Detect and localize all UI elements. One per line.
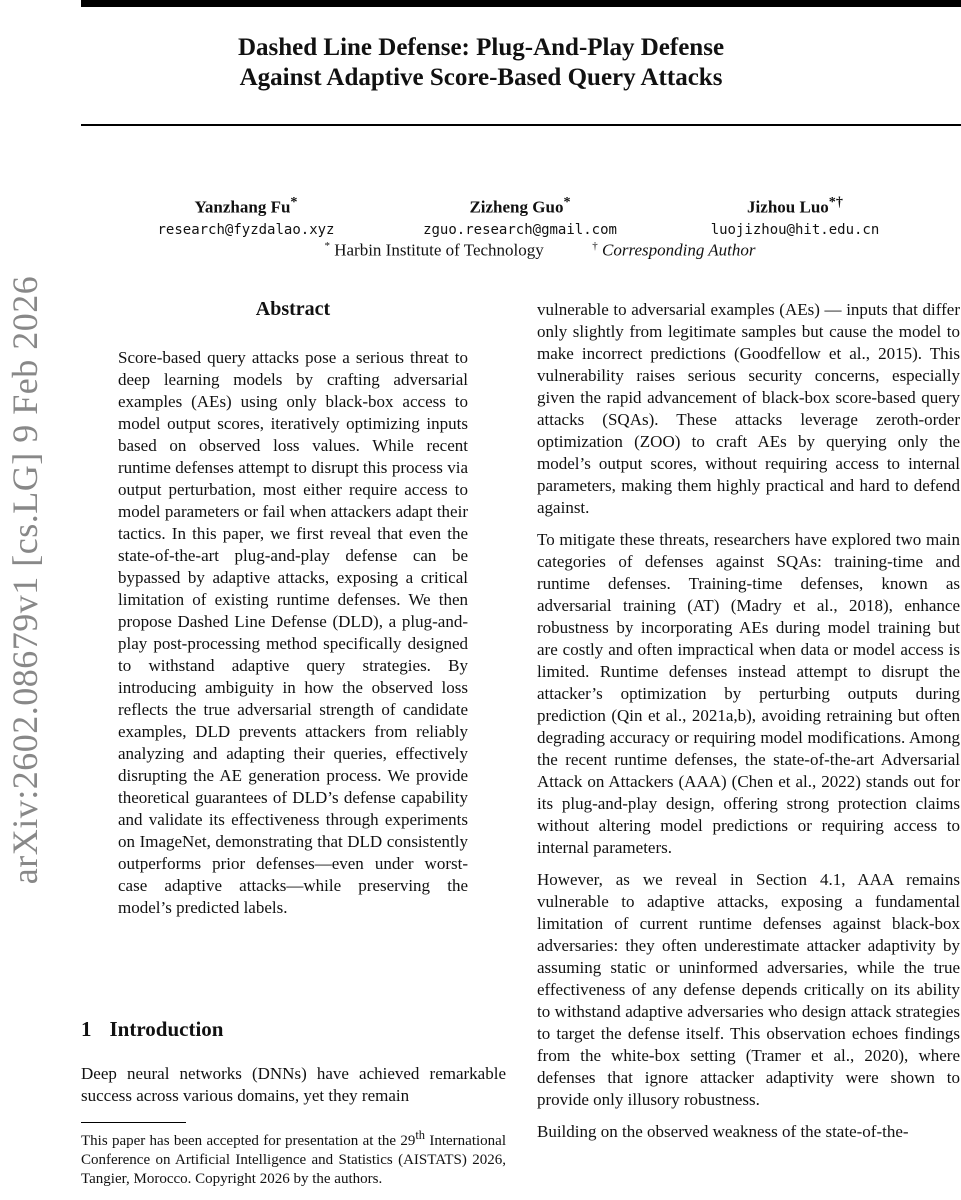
author-mark: *† <box>828 194 843 210</box>
author-mark: * <box>563 194 571 210</box>
title-line-1: Dashed Line Defense: Plug-And-Play Defense <box>237 34 725 61</box>
footnote-rule <box>81 1122 186 1123</box>
arxiv-identifier: arXiv:2602.08679v1 [cs.LG] 9 Feb 2026 <box>5 275 45 885</box>
title-line-2: Against Adaptive Score-Based Query Attacks <box>239 64 723 91</box>
author-email: luojizhou@hit.edu.cn <box>710 221 880 238</box>
corresponding-mark: † <box>592 240 598 252</box>
arxiv-sidebar <box>0 0 50 1200</box>
author-name: Yanzhang Fu <box>194 197 291 217</box>
abstract-heading: Abstract <box>255 298 331 320</box>
author-name: Zizheng Guo <box>469 197 564 217</box>
section-heading <box>81 1017 223 1042</box>
author-mark: * <box>290 194 298 210</box>
author-email: zguo.research@gmail.com <box>423 221 617 238</box>
corresponding-note: Corresponding Author <box>602 240 756 260</box>
section-title: Introduction <box>109 1017 224 1041</box>
paper-title <box>81 33 881 93</box>
abstract-text: Score-based query attacks pose a serious threat to deep learning models by crafting adversarial examples (AEs) using only black-box access to model output scores, iteratively optimizing inputs based on observed loss values. While recent runtime defenses attempt to disrupt this process via output perturbation, most either require access to model parameters or fail when attackers adapt their tactics. In this paper, we first reveal that even the state-of-the-art plug-and-play defense can be bypassed by adaptive attacks, exposing a critical limitation of existing runtime defenses. We then propose Dashed Line Defense (DLD), a plug-and-play post-processing method specifically designed to withstand adaptive query strategies. By introducing ambiguity in how the observed loss reflects the true adversarial strength of candidate examples, DLD prevents attackers from reliably analyzing and adapting their queries, effectively disrupting the AE generation process. We provide theoretical guarantees of DLD’s defense capability and validate its effectiveness through experiments on ImageNet, demonstrating that DLD consistently outperforms prior defenses—even under worst-case adaptive attacks—while preserving the model’s predicted labels. <box>118 348 468 917</box>
author-email: research@fyzdalao.xyz <box>157 221 335 238</box>
section-number: 1 <box>81 1017 92 1041</box>
body-paragraph: vulnerable to adversarial examples (AEs) — inputs that differ only slightly from legitimate samples but cause the model to make incorrect predictions (Goodfellow et al., 2015). This vulnerability raises serious security concerns, especially given the rapid advancement of black-box score-based query attacks (SQAs). These attacks leverage zeroth-order optimization (ZOO) to craft AEs by querying only the model’s output scores, without requiring access to internal parameters, making them highly practical and hard to defend against. <box>537 300 960 517</box>
body-paragraph: However, as we reveal in Section 4.1, AAA remains vulnerable to adaptive attacks, exposing a fundamental limitation of current runtime defenses against black-box adversaries: they often underestimate attacker adaptivity by assuming static or uninformed adversaries, while the true effectiveness of any defense depends critically on its ability to withstand adaptive adversaries who design attack strategies to target the defense itself. This observation echoes findings from the white-box setting (Tramer et al., 2020), where defenses that ignore attacker adaptivity were shown to provide only illusory robustness. <box>537 870 960 1109</box>
body-paragraph: Building on the observed weakness of the state-of-the- <box>537 1122 909 1141</box>
author-block <box>675 191 915 241</box>
abstract-body <box>118 347 468 929</box>
intro-right-column <box>537 299 960 1153</box>
author-block <box>390 191 650 241</box>
intro-left-column <box>81 1063 506 1117</box>
body-paragraph: To mitigate these threats, researchers have explored two main categories of defenses against SQAs: training-time and runtime defenses. Training-time defenses, known as adversarial training (AT) (Madry et al., 2018), enhance robustness by incorporating AEs during model training but are costly and often impractical when data or model access is limited. Runtime defenses instead attempt to disrupt the attacker’s optimization by perturbing outputs during prediction (Qin et al., 2021a,b), avoiding retraining but often degrading accuracy or requiring model modifications. Among the recent runtime defenses, the state-of-the-art Adversarial Attack on Attackers (AAA) (Chen et al., 2022) stands out for its plug-and-play design, offering strong protection claims without altering model predictions or requiring access to internal parameters. <box>537 530 960 857</box>
author-name: Jizhou Luo <box>747 197 829 217</box>
affiliation-mark: * <box>324 240 330 252</box>
author-block <box>116 191 376 241</box>
intro-paragraph: Deep neural networks (DNNs) have achieved remarkable success across various domains, yet they remain <box>81 1064 506 1105</box>
top-rule <box>81 0 961 7</box>
affiliation-line <box>200 235 880 262</box>
institution: Harbin Institute of Technology <box>334 240 544 260</box>
title-rule <box>81 124 961 126</box>
footnote: This paper has been accepted for presentation at the 29th International Conference on Artificial Intelligence and Statistics (AISTATS) 2026, Tangier, Morocco. Copyright 2026 by the authors. <box>81 1128 506 1187</box>
